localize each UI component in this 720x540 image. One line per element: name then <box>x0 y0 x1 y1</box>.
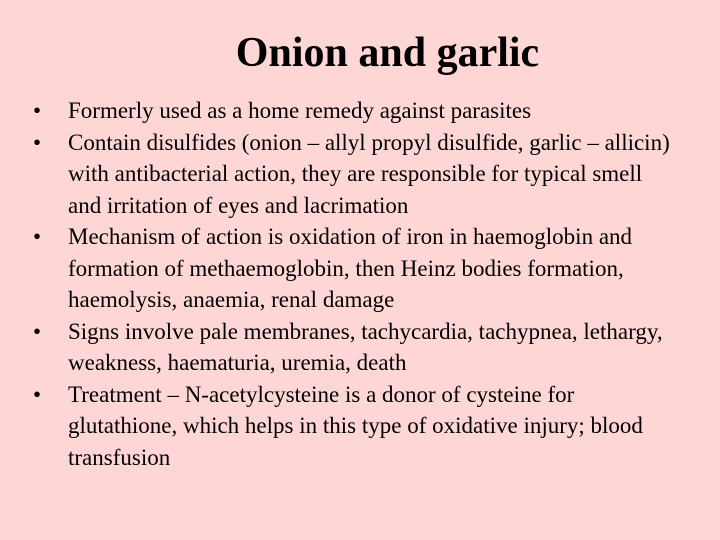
bullet-text-2: Contain disulfides (onion – allyl propyl disulfide, garlic – allicin) with antibacterial action, they are responsible for typical smell and irritation of eyes and lacrimation <box>68 129 670 218</box>
bullet-text-5: Treatment – N-acetylcysteine is a donor of cysteine for glutathione, which helps in this type of oxidative injury; blood transfusion <box>68 381 643 470</box>
bullet-marker: • <box>32 381 42 407</box>
bullet-item-1 <box>30 95 680 127</box>
bullet-text-4: Signs involve pale membranes, tachycardia, tachypnea, lethargy, weakness, haematuria, uremia, death <box>68 318 663 375</box>
bullet-list <box>30 95 680 473</box>
bullet-marker: • <box>32 318 42 344</box>
bullet-item-4 <box>30 316 680 379</box>
bullet-marker: • <box>32 98 42 123</box>
bullet-marker: • <box>32 129 42 155</box>
bullet-text-1: Formerly used as a home remedy against parasites <box>68 98 532 123</box>
bullet-marker: • <box>32 224 42 249</box>
bullet-item-3 <box>30 221 680 316</box>
bullet-text-3: Mechanism of action is oxidation of iron in haemoglobin and formation of methaemoglobin, then Heinz bodies formation, haemolysis, anaemia, renal damage <box>68 224 633 312</box>
bullet-item-2 <box>30 127 680 222</box>
slide-title: Onion and garlic <box>235 30 540 76</box>
bullet-item-5 <box>30 379 680 474</box>
